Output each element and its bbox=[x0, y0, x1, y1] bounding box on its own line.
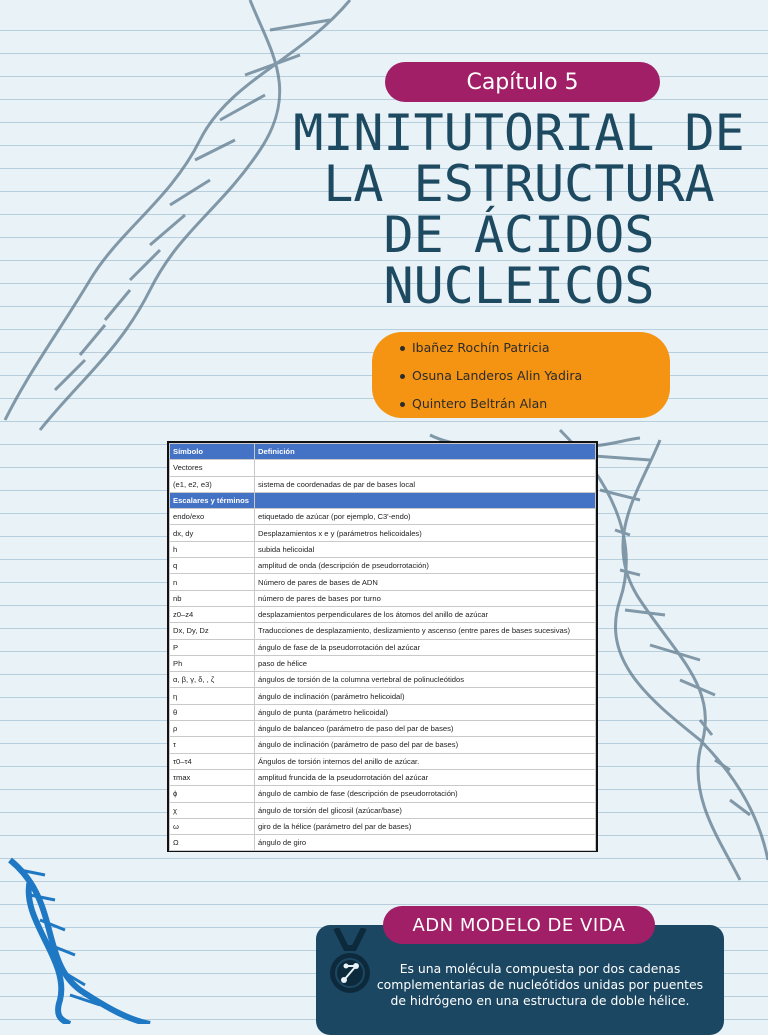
symbol-cell: q bbox=[170, 558, 255, 574]
table-row bbox=[170, 818, 596, 834]
definition-cell: ángulo de punta (parámetro helicoidal) bbox=[255, 704, 596, 720]
table-row bbox=[170, 541, 596, 557]
author-item: Ibañez Rochín Patricia bbox=[412, 337, 670, 365]
table-header-row bbox=[170, 444, 596, 460]
definition-cell: ángulo de cambio de fase (descripción de pseudorrotación) bbox=[255, 786, 596, 802]
definition-cell: ángulo de inclinación (parámetro helicoidal) bbox=[255, 688, 596, 704]
symbol-cell: χ bbox=[170, 802, 255, 818]
symbol-cell: η bbox=[170, 688, 255, 704]
table-row bbox=[170, 721, 596, 737]
symbols-table-grid bbox=[169, 443, 596, 851]
symbol-cell: ρ bbox=[170, 721, 255, 737]
definition-cell: número de pares de bases por turno bbox=[255, 590, 596, 606]
symbols-table bbox=[167, 441, 598, 852]
table-row bbox=[170, 623, 596, 639]
table-row bbox=[170, 655, 596, 671]
table-row bbox=[170, 672, 596, 688]
table-row bbox=[170, 525, 596, 541]
table-row bbox=[170, 509, 596, 525]
definition-cell: ángulo de inclinación (parámetro de paso del par de bases) bbox=[255, 737, 596, 753]
table-row bbox=[170, 786, 596, 802]
symbol-cell: Ω bbox=[170, 835, 255, 851]
symbol-cell: Ph bbox=[170, 655, 255, 671]
definition-cell: amplitud de onda (descripción de pseudorrotación) bbox=[255, 558, 596, 574]
symbol-cell: θ bbox=[170, 704, 255, 720]
definition-cell: desplazamientos perpendiculares de los átomos del anillo de azúcar bbox=[255, 606, 596, 622]
symbol-cell: τ0–τ4 bbox=[170, 753, 255, 769]
title-line: LA ESTRUCTURA bbox=[323, 155, 715, 213]
title-line: MINITUTORIAL DE bbox=[293, 104, 745, 162]
page-title bbox=[270, 104, 768, 315]
definition-cell: Traducciones de desplazamiento, deslizamiento y ascenso (entre pares de bases sucesivas) bbox=[255, 623, 596, 639]
definition-cell: sistema de coordenadas de par de bases local bbox=[255, 476, 596, 492]
symbol-cell: τmax bbox=[170, 769, 255, 785]
symbol-cell: τ bbox=[170, 737, 255, 753]
column-header: Definición bbox=[255, 444, 596, 460]
symbol-cell: h bbox=[170, 541, 255, 557]
title-line: DE ÁCIDOS bbox=[383, 206, 655, 264]
title-line: NUCLEICOS bbox=[383, 257, 655, 315]
symbol-cell: Dx, Dy, Dz bbox=[170, 623, 255, 639]
definition-cell: ángulo de torsión del glicosil (azúcar/base) bbox=[255, 802, 596, 818]
definition-cell: subida helicoidal bbox=[255, 541, 596, 557]
authors-list bbox=[372, 332, 670, 421]
table-row bbox=[170, 606, 596, 622]
table-row bbox=[170, 639, 596, 655]
symbol-cell: z0–z4 bbox=[170, 606, 255, 622]
definition-cell: etiquetado de azúcar (por ejemplo, C3'-endo) bbox=[255, 509, 596, 525]
definition-cell: giro de la hélice (parámetro del par de bases) bbox=[255, 818, 596, 834]
symbol-cell: Escalares y términos bbox=[170, 492, 255, 508]
chapter-label: Capítulo 5 bbox=[385, 62, 660, 102]
table-row bbox=[170, 590, 596, 606]
symbol-cell: P bbox=[170, 639, 255, 655]
symbol-cell: α, β, γ, δ, , ζ bbox=[170, 672, 255, 688]
author-item: Osuna Landeros Alin Yadira bbox=[412, 365, 670, 393]
definition-cell: amplitud fruncida de la pseudorrotación del azúcar bbox=[255, 769, 596, 785]
definition-cell: ángulo de fase de la pseudorrotación del azúcar bbox=[255, 639, 596, 655]
authors-box bbox=[372, 332, 670, 418]
definition-cell: paso de hélice bbox=[255, 655, 596, 671]
column-header: Símbolo bbox=[170, 444, 255, 460]
symbol-cell: (e1, e2, e3) bbox=[170, 476, 255, 492]
table-row bbox=[170, 688, 596, 704]
table-row bbox=[170, 492, 596, 508]
symbol-cell: endo/exo bbox=[170, 509, 255, 525]
table-row bbox=[170, 460, 596, 476]
table-row bbox=[170, 704, 596, 720]
table-row bbox=[170, 753, 596, 769]
adn-description: Es una molécula compuesta por dos cadenas complementarias de nucleótidos unidas por puentes de hidrógeno en una estructura de doble hélice. bbox=[376, 961, 704, 1008]
symbol-cell: Vectores bbox=[170, 460, 255, 476]
definition-cell: ángulo de giro bbox=[255, 835, 596, 851]
symbol-cell: dx, dy bbox=[170, 525, 255, 541]
table-row bbox=[170, 802, 596, 818]
table-row bbox=[170, 835, 596, 851]
symbol-cell: n bbox=[170, 574, 255, 590]
symbol-cell: nb bbox=[170, 590, 255, 606]
definition-cell: Número de pares de bases de ADN bbox=[255, 574, 596, 590]
medal-icon bbox=[326, 928, 374, 1006]
table-row bbox=[170, 574, 596, 590]
symbol-cell: ω bbox=[170, 818, 255, 834]
table-row bbox=[170, 737, 596, 753]
table-row bbox=[170, 769, 596, 785]
definition-cell bbox=[255, 460, 596, 476]
definition-cell: Desplazamientos x e y (parámetros helicoidales) bbox=[255, 525, 596, 541]
definition-cell: ángulo de balanceo (parámetro de paso del par de bases) bbox=[255, 721, 596, 737]
definition-cell: ángulos de torsión de la columna vertebral de polinucleótidos bbox=[255, 672, 596, 688]
definition-cell: Ángulos de torsión internos del anillo de azúcar. bbox=[255, 753, 596, 769]
table-row bbox=[170, 558, 596, 574]
author-item: Quintero Beltrán Alan bbox=[412, 393, 670, 421]
symbol-cell: ϕ bbox=[170, 786, 255, 802]
adn-title: ADN MODELO DE VIDA bbox=[383, 906, 655, 944]
table-row bbox=[170, 476, 596, 492]
definition-cell bbox=[255, 492, 596, 508]
